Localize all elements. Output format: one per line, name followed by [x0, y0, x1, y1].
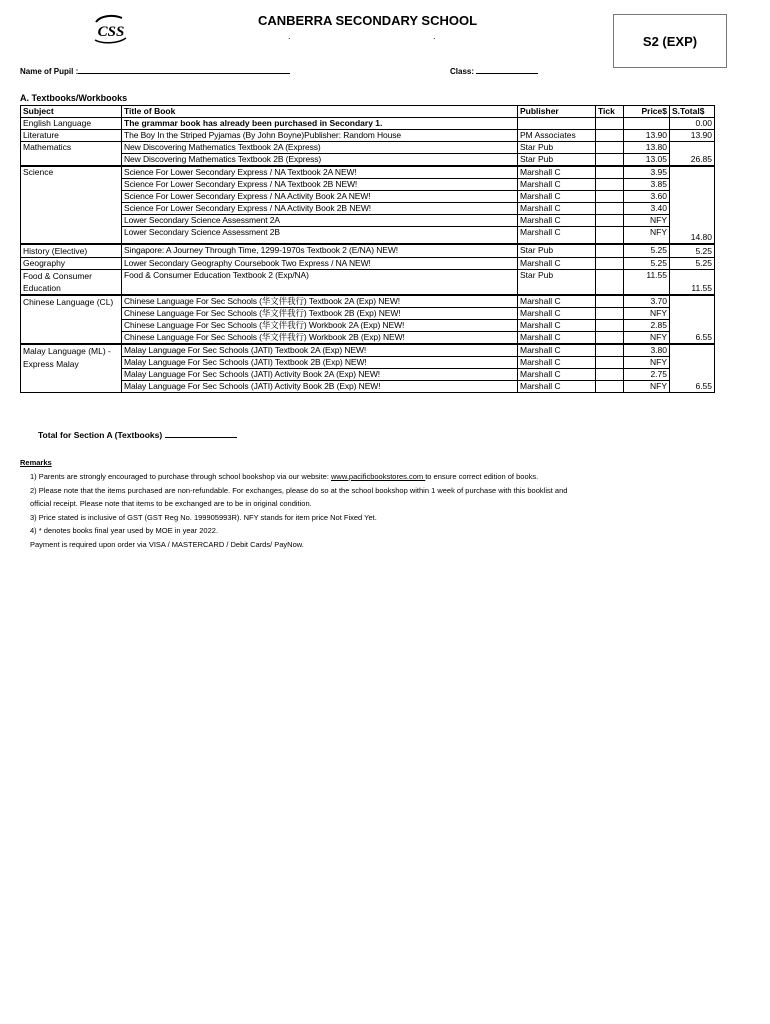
- tick-cell[interactable]: [596, 270, 624, 296]
- tick-cell[interactable]: [596, 130, 624, 142]
- subtotal-cell: 14.80: [670, 166, 715, 244]
- table-row: [21, 166, 715, 179]
- remarks-heading: Remarks: [20, 458, 52, 467]
- publisher-cell: Marshall C: [518, 344, 596, 357]
- tick-cell[interactable]: [596, 332, 624, 345]
- class-label: Class:: [450, 67, 475, 76]
- book-title-cell: The grammar book has already been purchased in Secondary 1.: [122, 118, 518, 130]
- publisher-cell: PM Associates: [518, 130, 596, 142]
- section-total-field[interactable]: [38, 430, 237, 440]
- book-title-cell: Chinese Language For Sec Schools (华文伴我行) Workbook 2A (Exp) NEW!: [122, 320, 518, 332]
- remark-4: 4) * denotes books final year used by MOE in year 2022.: [30, 526, 219, 535]
- book-title-cell: Malay Language For Sec Schools (JATI) Textbook 2A (Exp) NEW!: [122, 344, 518, 357]
- subject-cell: Food & Consumer Education: [21, 270, 122, 296]
- publisher-cell: Marshall C: [518, 191, 596, 203]
- tick-cell[interactable]: [596, 215, 624, 227]
- table-row: [21, 203, 715, 215]
- tick-cell[interactable]: [596, 118, 624, 130]
- price-cell: NFY: [624, 381, 670, 393]
- remarks-list: [30, 470, 720, 551]
- section-a-heading: A. Textbooks/Workbooks: [20, 93, 128, 103]
- tick-cell[interactable]: [596, 357, 624, 369]
- subject-cell: Mathematics: [21, 142, 122, 167]
- book-title-cell: The Boy In the Striped Pyjamas (By John Boyne)Publisher: Random House: [122, 130, 518, 142]
- tick-cell[interactable]: [596, 320, 624, 332]
- tick-cell[interactable]: [596, 191, 624, 203]
- price-cell: 13.80: [624, 142, 670, 154]
- book-title-cell: Lower Secondary Geography Coursebook Two Express / NA NEW!: [122, 258, 518, 270]
- publisher-cell: Marshall C: [518, 381, 596, 393]
- column-header: Title of Book: [122, 106, 518, 118]
- remark-1-suffix: to ensure correct edition of books.: [425, 472, 539, 481]
- school-name: CANBERRA SECONDARY SCHOOL: [257, 13, 478, 28]
- price-cell: 3.40: [624, 203, 670, 215]
- table-row: [21, 142, 715, 154]
- publisher-cell: Marshall C: [518, 166, 596, 179]
- remark-1-text: 1) Parents are strongly encouraged to purchase through school bookshop via our website:: [30, 472, 332, 481]
- booklist-table: [20, 105, 715, 393]
- book-title-cell: Chinese Language For Sec Schools (华文伴我行) Workbook 2B (Exp) NEW!: [122, 332, 518, 345]
- tick-cell[interactable]: [596, 179, 624, 191]
- remark-payment: Payment is required upon order via VISA / MASTERCARD / Debit Cards/ PayNow.: [30, 539, 304, 549]
- title-dots: . .: [288, 31, 506, 41]
- tick-cell[interactable]: [596, 344, 624, 357]
- book-title-cell: Chinese Language For Sec Schools (华文伴我行) Textbook 2B (Exp) NEW!: [122, 308, 518, 320]
- pupil-name-field[interactable]: [20, 66, 290, 76]
- remark-2-continued: official receipt. Please note that items to be exchanged are to be in original condition.: [30, 499, 312, 508]
- price-cell: 11.55: [624, 270, 670, 296]
- table-row: [21, 295, 715, 308]
- table-row: [21, 191, 715, 203]
- tick-cell[interactable]: [596, 203, 624, 215]
- book-title-cell: Lower Secondary Science Assessment 2B: [122, 227, 518, 245]
- class-field[interactable]: [450, 66, 538, 76]
- book-title-cell: Malay Language For Sec Schools (JATI) Textbook 2B (Exp) NEW!: [122, 357, 518, 369]
- column-header: Publisher: [518, 106, 596, 118]
- publisher-cell: Marshall C: [518, 179, 596, 191]
- tick-cell[interactable]: [596, 227, 624, 245]
- school-logo: [92, 14, 130, 44]
- table-row: [21, 308, 715, 320]
- table-row: [21, 344, 715, 357]
- subtotal-cell: 0.00: [670, 118, 715, 130]
- price-cell: 3.70: [624, 295, 670, 308]
- price-cell: 2.75: [624, 369, 670, 381]
- table-row: [21, 332, 715, 345]
- publisher-cell: Marshall C: [518, 357, 596, 369]
- table-row: [21, 179, 715, 191]
- price-cell: [624, 118, 670, 130]
- tick-cell[interactable]: [596, 381, 624, 393]
- tick-cell[interactable]: [596, 166, 624, 179]
- publisher-cell: Marshall C: [518, 369, 596, 381]
- publisher-cell: Marshall C: [518, 215, 596, 227]
- price-cell: 5.25: [624, 244, 670, 258]
- subtotal-cell: 11.55: [670, 270, 715, 296]
- section-total-label: Total for Section A (Textbooks): [38, 430, 163, 440]
- book-title-cell: Chinese Language For Sec Schools (华文伴我行) Textbook 2A (Exp) NEW!: [122, 295, 518, 308]
- tick-cell[interactable]: [596, 308, 624, 320]
- price-cell: 3.80: [624, 344, 670, 357]
- price-cell: NFY: [624, 227, 670, 245]
- pupil-name-label: Name of Pupil :: [20, 67, 79, 76]
- table-row: [21, 258, 715, 270]
- price-cell: NFY: [624, 308, 670, 320]
- school-logo-text: CSS: [97, 24, 125, 40]
- subtotal-cell: 26.85: [670, 142, 715, 167]
- subject-cell: History (Elective): [21, 244, 122, 258]
- bookstore-link[interactable]: www.pacificbookstores.com: [331, 472, 426, 481]
- pupil-name-blank[interactable]: [78, 66, 290, 74]
- column-header: Tick: [596, 106, 624, 118]
- price-cell: 3.85: [624, 179, 670, 191]
- publisher-cell: Marshall C: [518, 308, 596, 320]
- price-cell: 3.95: [624, 166, 670, 179]
- tick-cell[interactable]: [596, 142, 624, 154]
- price-cell: NFY: [624, 357, 670, 369]
- book-title-cell: Food & Consumer Education Textbook 2 (Exp/NA): [122, 270, 518, 296]
- publisher-cell: Marshall C: [518, 258, 596, 270]
- table-row: [21, 369, 715, 381]
- table-header-row: [21, 106, 715, 118]
- price-cell: 2.85: [624, 320, 670, 332]
- column-header: Price$: [624, 106, 670, 118]
- table-row: [21, 357, 715, 369]
- class-blank[interactable]: [476, 66, 538, 74]
- table-row: [21, 270, 715, 296]
- book-title-cell: Lower Secondary Science Assessment 2A: [122, 215, 518, 227]
- subject-cell: Malay Language (ML) - Express Malay: [21, 344, 122, 393]
- publisher-cell: Star Pub: [518, 142, 596, 154]
- table-row: [21, 244, 715, 258]
- tick-cell[interactable]: [596, 258, 624, 270]
- subject-cell: Science: [21, 166, 122, 244]
- remark-1: [30, 470, 720, 484]
- book-title-cell: Singapore: A Journey Through Time, 1299-1970s Textbook 2 (E/NA) NEW!: [122, 244, 518, 258]
- subtotal-cell: 5.25: [670, 244, 715, 258]
- level-label: S2 (EXP): [642, 33, 698, 49]
- publisher-cell: Marshall C: [518, 227, 596, 245]
- subject-cell: English Language: [21, 118, 122, 130]
- subject-cell: Chinese Language (CL): [21, 295, 122, 344]
- subject-cell: Geography: [21, 258, 122, 270]
- price-cell: 5.25: [624, 258, 670, 270]
- remark-3: 3) Price stated is inclusive of GST (GST Reg No. 199905993R). NFY stands for item price Not Fixed Yet.: [30, 512, 377, 522]
- table-row: [21, 227, 715, 245]
- tick-cell[interactable]: [596, 244, 624, 258]
- publisher-cell: Star Pub: [518, 244, 596, 258]
- column-header: S.Total$: [670, 106, 715, 118]
- price-cell: NFY: [624, 215, 670, 227]
- tick-cell[interactable]: [596, 295, 624, 308]
- book-title-cell: Science For Lower Secondary Express / NA Activity Book 2A NEW!: [122, 191, 518, 203]
- book-title-cell: Science For Lower Secondary Express / NA Activity Book 2B NEW!: [122, 203, 518, 215]
- subtotal-cell: 5.25: [670, 258, 715, 270]
- book-title-cell: Science For Lower Secondary Express / NA Textbook 2B NEW!: [122, 179, 518, 191]
- section-total-blank[interactable]: [165, 430, 237, 438]
- book-title-cell: New Discovering Mathematics Textbook 2B (Express): [122, 154, 518, 167]
- subtotal-cell: 6.55: [670, 295, 715, 344]
- subtotal-cell: 6.55: [670, 344, 715, 393]
- price-cell: NFY: [624, 332, 670, 345]
- subject-cell: Literature: [21, 130, 122, 142]
- price-cell: 13.90: [624, 130, 670, 142]
- publisher-cell: Marshall C: [518, 203, 596, 215]
- remark-2: 2) Please note that the items purchased are non-refundable. For exchanges, please do so at the school bookshop within 1 week of purchase with this booklist and: [30, 485, 568, 495]
- column-header: Subject: [21, 106, 122, 118]
- publisher-cell: Marshall C: [518, 320, 596, 332]
- book-title-cell: New Discovering Mathematics Textbook 2A (Express): [122, 142, 518, 154]
- table-row: [21, 215, 715, 227]
- price-cell: 3.60: [624, 191, 670, 203]
- tick-cell[interactable]: [596, 369, 624, 381]
- publisher-cell: Star Pub: [518, 270, 596, 296]
- table-row: [21, 381, 715, 393]
- book-title-cell: Science For Lower Secondary Express / NA Textbook 2A NEW!: [122, 166, 518, 179]
- tick-cell[interactable]: [596, 154, 624, 167]
- table-row: [21, 320, 715, 332]
- publisher-cell: Marshall C: [518, 332, 596, 345]
- book-title-cell: Malay Language For Sec Schools (JATI) Activity Book 2A (Exp) NEW!: [122, 369, 518, 381]
- subtotal-cell: 13.90: [670, 130, 715, 142]
- level-box: [613, 14, 727, 68]
- publisher-cell: Marshall C: [518, 295, 596, 308]
- book-title-cell: Malay Language For Sec Schools (JATI) Activity Book 2B (Exp) NEW!: [122, 381, 518, 393]
- price-cell: 13.05: [624, 154, 670, 167]
- table-row: [21, 154, 715, 167]
- publisher-cell: Star Pub: [518, 154, 596, 167]
- table-row: [21, 118, 715, 130]
- publisher-cell: [518, 118, 596, 130]
- table-row: [21, 130, 715, 142]
